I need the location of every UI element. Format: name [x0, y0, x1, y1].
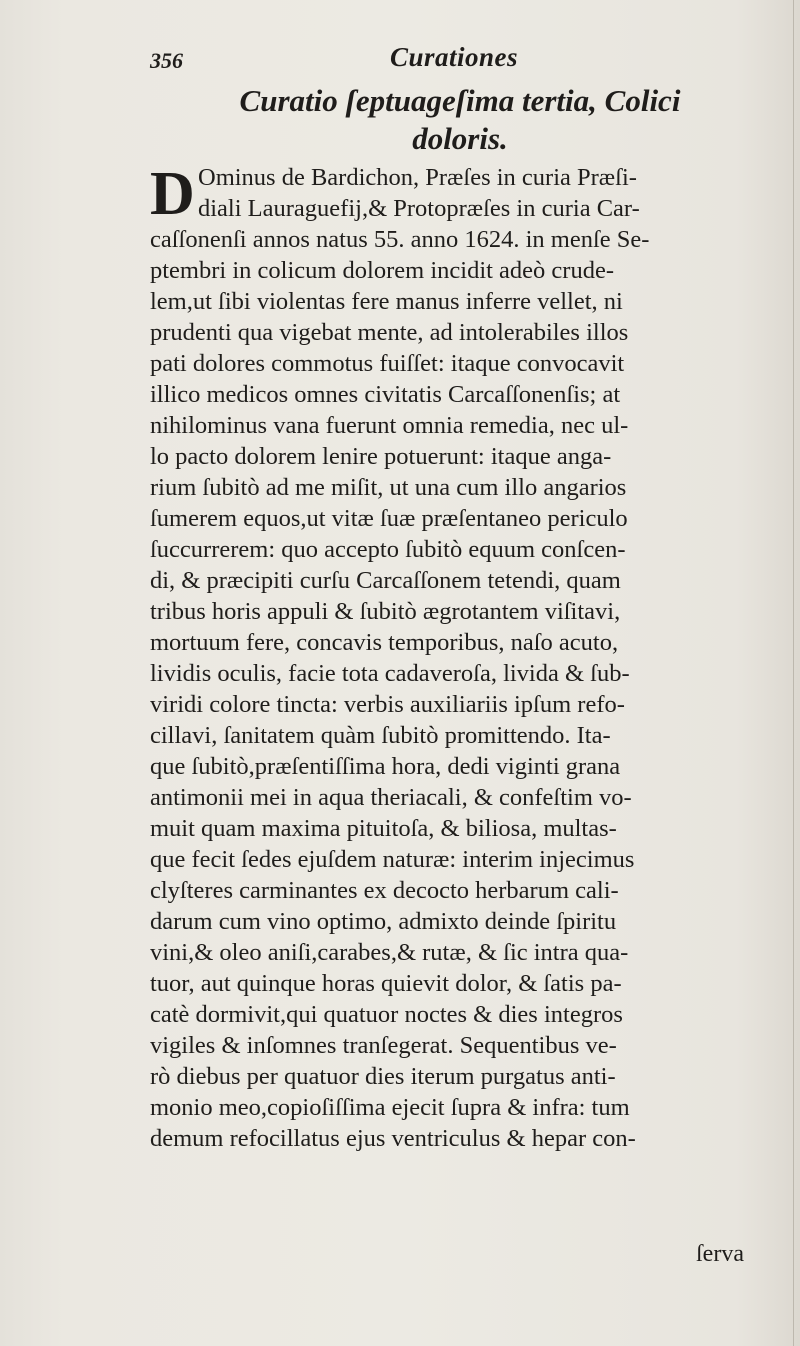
text-line: lividis oculis, facie tota cadaveroſa, livida & ſub- [150, 660, 630, 687]
heading-line-1: Curatio ſeptuageſima tertia, Colici [239, 83, 681, 118]
text-line: viridi colore tincta: verbis auxiliariis ipſum refo- [150, 691, 625, 718]
text-line: antimonii mei in aqua theriacali, & confeſtim vo- [150, 784, 632, 811]
text-line: diali Lauraguefij,& Protopræſes in curia Car- [198, 195, 640, 222]
text-line: illico medicos omnes civitatis Carcaſſonenſis; at [150, 381, 621, 408]
text-line: lo pacto dolorem lenire potuerunt: itaque anga- [150, 443, 612, 470]
text-line: lem,ut ſibi violentas fere manus inferre vellet, ni [150, 288, 623, 315]
heading-line-2: doloris. [412, 121, 508, 156]
text-line: caſſonenſi annos natus 55. anno 1624. in menſe Se- [150, 226, 650, 253]
text-line: monio meo,copioſiſſima ejecit ſupra & infra: tum [150, 1094, 630, 1121]
page-number: 356 [150, 48, 183, 73]
text-line: clyſteres carminantes ex decocto herbarum cali- [150, 877, 619, 904]
text-line: ptembri in colicum dolorem incidit adeò crude- [150, 257, 614, 284]
text-line: muit quam maxima pituitoſa, & biliosa, multas- [150, 815, 617, 842]
catchword: ſerva [696, 1241, 744, 1267]
text-line: demum refocillatus ejus ventriculus & hepar con- [150, 1125, 636, 1152]
text-line: prudenti qua vigebat mente, ad intolerabiles illos [150, 319, 629, 346]
text-line: Ominus de Bardichon, Præſes in curia Præſi- [198, 164, 637, 191]
page-edge [793, 0, 794, 1346]
text-line: pati dolores commotus fuiſſet: itaque convocavit [150, 350, 625, 377]
text-line: que fecit ſedes ejuſdem naturæ: interim injecimus [150, 846, 635, 873]
text-line: rò diebus per quatuor dies iterum purgatus anti- [150, 1063, 616, 1090]
text-line: catè dormivit,qui quatuor noctes & dies integros [150, 1001, 623, 1028]
body-text [150, 162, 786, 1154]
running-head [150, 42, 750, 82]
text-line: cillavi, ſanitatem quàm ſubitò promittendo. Ita- [150, 722, 611, 749]
text-line: ſumerem equos,ut vitæ ſuæ præſentaneo periculo [150, 505, 628, 532]
text-line: ſuccurrerem: quo accepto ſubitò equum conſcen- [150, 536, 626, 563]
text-line: vigiles & inſomnes tranſegerat. Sequentibus ve- [150, 1032, 617, 1059]
text-line: mortuum fere, concavis temporibus, naſo acuto, [150, 629, 619, 656]
running-title: Curationes [390, 42, 519, 72]
text-line: nihilominus vana fuerunt omnia remedia, nec ul- [150, 412, 629, 439]
text-line: tribus horis appuli & ſubitò ægrotantem viſitavi, [150, 598, 621, 625]
text-line: rium ſubitò ad me miſit, ut una cum illo angarios [150, 474, 627, 501]
text-line: vini,& oleo aniſi,carabes,& rutæ, & ſic intra qua- [150, 939, 629, 966]
drop-cap: D [150, 160, 195, 228]
text-line: darum cum vino optimo, admixto deinde ſpiritu [150, 908, 617, 935]
text-line: tuor, aut quinque horas quievit dolor, & ſatis pa- [150, 970, 622, 997]
text-line: que ſubitò,præſentiſſima hora, dedi viginti grana [150, 753, 621, 780]
text-line: di, & præcipiti curſu Carcaſſonem tetendi, quam [150, 567, 621, 594]
section-heading [150, 82, 770, 158]
